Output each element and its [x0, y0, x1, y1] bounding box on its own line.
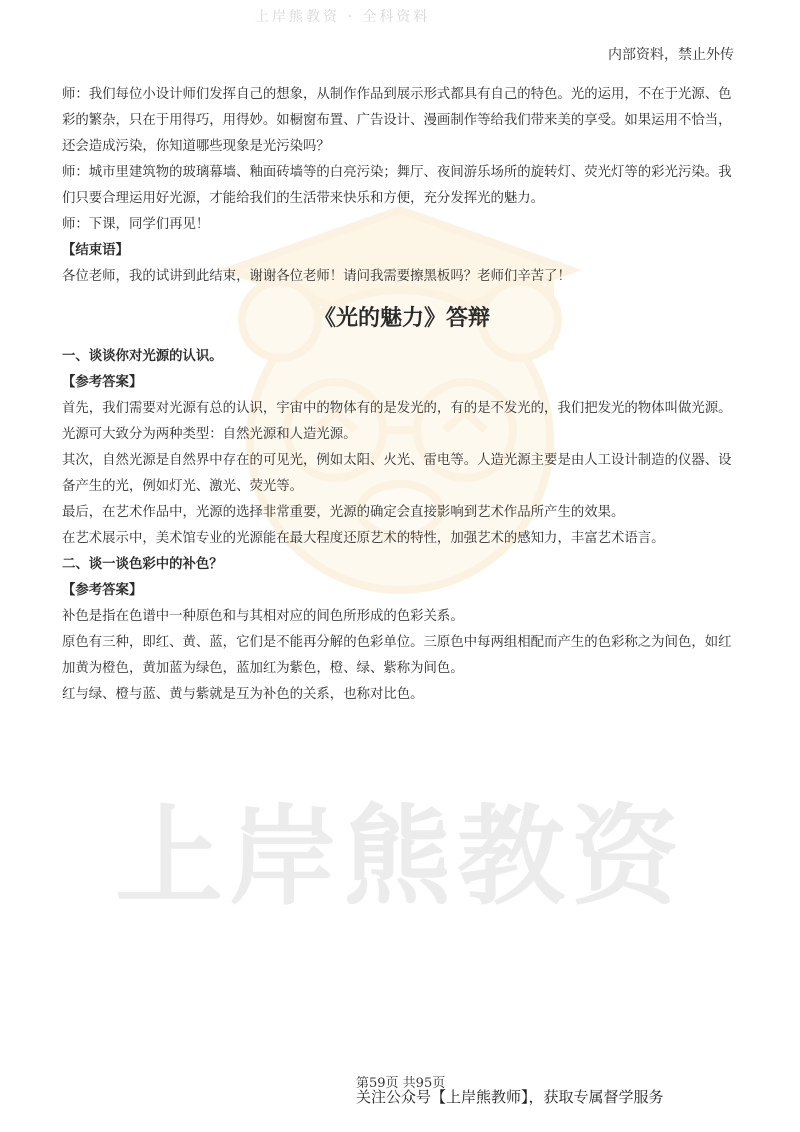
- answer-label-2: 【参考答案】: [62, 583, 143, 598]
- paragraph: 师：城市里建筑物的玻璃幕墙、釉面砖墙等的白亮污染；舞厅、夜间游乐场所的旋转灯、荧光灯等的彩光污染。我们只要合理运用好光源，才能给我们的生活带来快乐和方便，充分发挥光的魅力。: [62, 165, 732, 206]
- answer-line: 红与绿、橙与蓝、黄与紫就是互为补色的关系，也称对比色。: [62, 687, 424, 702]
- confidential-note: 内部资料，禁止外传: [608, 47, 734, 63]
- answer-line: 首先，我们需要对光源有总的认识，宇宙中的物体有的是发光的，有的是不发光的，我们把发光的物体叫做光源。: [62, 401, 732, 416]
- answer-line: 在艺术展示中，美术馆专业的光源能在最大程度还原艺术的特性，加强艺术的感知力，丰富艺术语言。: [62, 531, 665, 546]
- answer-line: 光源可大致分为两种类型：自然光源和人造光源。: [62, 427, 357, 442]
- defense-title: 《光的魅力》答辩: [313, 306, 490, 331]
- answer-line: 补色是指在色谱中一种原色和与其相对应的间色所形成的色彩关系。: [62, 609, 464, 624]
- paragraph: 师：下课，同学们再见！: [62, 217, 210, 232]
- answer-line: 其次，自然光源是自然界中存在的可见光，例如太阳、火光、雷电等。人造光源主要是由人工设计制造的仪器、设备产生的光，例如灯光、激光、荧光等。: [62, 453, 732, 494]
- paragraph: 师：我们每位小设计师们发挥自己的想象，从制作作品到展示形式都具有自己的特色。光的运用，不在于光源、色彩的繁杂，只在于用得巧，用得妙。如橱窗布置、广告设计、漫画制作等给我们带来美的享受。如果运用不恰当，还会造成污染，你知道哪些现象是光污染吗？: [62, 87, 732, 154]
- footer-promo: 关注公众号【上岸熊教师】，获取专属督学服务: [356, 1088, 664, 1106]
- answer-line: 最后，在艺术作品中，光源的选择非常重要，光源的确定会直接影响到艺术作品所产生的效果。: [62, 505, 625, 520]
- page-number: 第59页 共95页: [356, 1076, 446, 1091]
- question-2: 二、谈一谈色彩中的补色？: [62, 557, 223, 572]
- watermark-text: 上岸熊教资: [114, 795, 685, 920]
- answer-label-1: 【参考答案】: [62, 375, 143, 390]
- main-content: [62, 82, 742, 708]
- answer-line: 原色有三种，即红、黄、蓝，它们是不能再分解的色彩单位。三原色中每两组相配而产生的色彩称之为间色，如红加黄为橙色，黄加蓝为绿色，蓝加红为紫色，橙、绿、紫称为间色。: [62, 635, 732, 676]
- question-1: 一、谈谈你对光源的认识。: [62, 349, 223, 364]
- closing-text: 各位老师，我的试讲到此结束，谢谢各位老师！请问我需要擦黑板吗？老师们辛苦了！: [62, 269, 571, 284]
- header-faint-text: 上岸熊教资 · 全科资料: [255, 9, 431, 25]
- closing-label: 【结束语】: [62, 243, 129, 258]
